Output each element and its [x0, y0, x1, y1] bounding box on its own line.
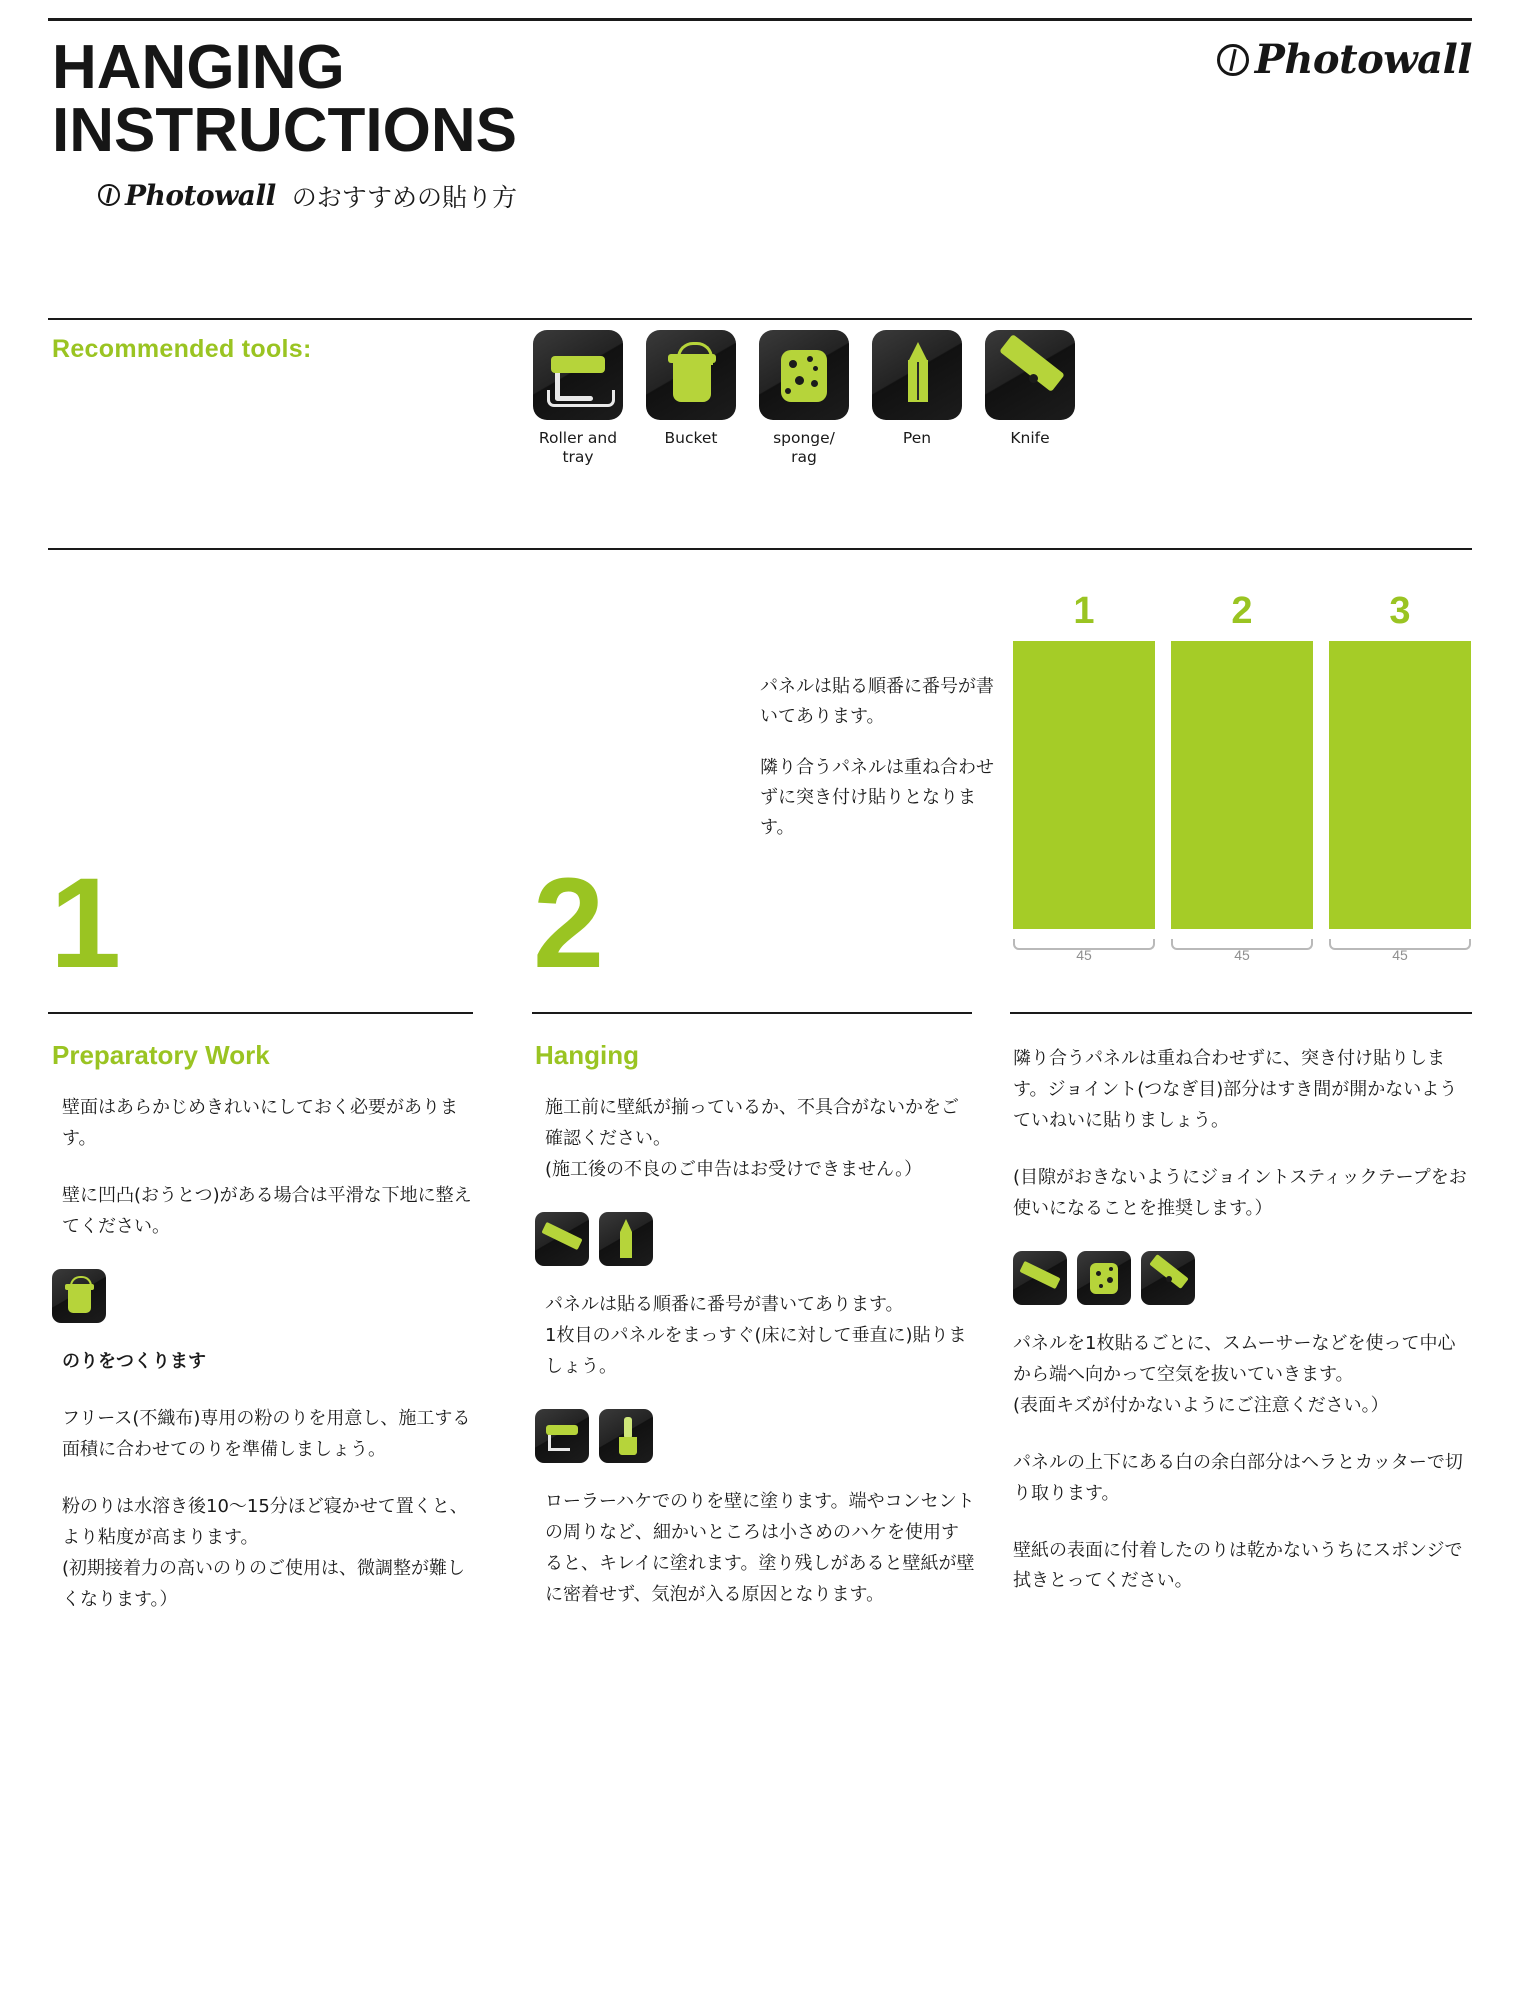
- tool-sponge: [759, 330, 849, 468]
- col3-paragraph-5: パネルの上下にある白の余白部分はヘラとカッターで切り取ります。: [1013, 1451, 1463, 1504]
- paint-brush-icon: [599, 1409, 653, 1463]
- sponge-icon: [1077, 1251, 1131, 1305]
- column-jointing: [1013, 1040, 1473, 1623]
- col2-paragraph-1: 施工前に壁紙が揃っているか、不具合がないかをご確認ください。: [545, 1097, 959, 1149]
- panel-measure: [1171, 933, 1313, 967]
- col2-paragraph-2: (施工後の不良のご申告はお受けできません。）: [545, 1158, 923, 1180]
- paint-roller-and-tray-icon: [533, 330, 623, 420]
- panel-diagram: [1013, 590, 1473, 967]
- tool-bucket: [646, 330, 736, 468]
- wallpaper-panel: [1171, 641, 1313, 929]
- photowall-wordmark-sub: Photowall: [125, 178, 276, 212]
- page-title-line1: HANGING: [52, 33, 345, 102]
- tool-caption: Knife: [1010, 429, 1050, 447]
- col1-paragraph-1: 壁面はあらかじめきれいにしておく必要があります。: [62, 1097, 458, 1149]
- smoother-icon: [535, 1212, 589, 1266]
- panel-row: [1013, 641, 1473, 929]
- pen-icon: [872, 330, 962, 420]
- panel-note-2: 隣り合うパネルは重ね合わせずに突き付け貼りとなります。: [760, 757, 994, 838]
- wallpaper-panel: [1013, 641, 1155, 929]
- col1-icon-row: [52, 1269, 472, 1323]
- column-preparatory-work: [52, 1040, 472, 1641]
- photowall-logo-sub: [98, 179, 276, 212]
- step-number-1: 1: [50, 852, 122, 995]
- col1-paragraph-4: 粉のりは水溶き後10～15分ほど寝かせて置くと、より粘度が高まります。: [62, 1495, 468, 1548]
- tools-bottom-divider: [48, 548, 1472, 550]
- col2-icon-row-1: [535, 1212, 975, 1266]
- panel-measure: [1329, 933, 1471, 967]
- panel-width-label: 45: [1234, 947, 1250, 963]
- panel-width-label: 45: [1076, 947, 1092, 963]
- panel-number: 1: [1073, 590, 1095, 632]
- pen-icon: [599, 1212, 653, 1266]
- recommended-tools-label: Recommended tools:: [52, 335, 312, 363]
- col3-paragraph-6: 壁紙の表面に付着したのりは乾かないうちにスポンジで拭きとってください。: [1013, 1539, 1463, 1592]
- photowall-circle-icon: [1217, 44, 1249, 76]
- smoother-icon: [1013, 1251, 1067, 1305]
- col2-heading: Hanging: [535, 1040, 639, 1070]
- sponge-icon: [759, 330, 849, 420]
- col1-paragraph-5: (初期接着力の高いのりのご使用は、微調整が難しくなります。）: [62, 1557, 466, 1610]
- column-hanging: [535, 1040, 975, 1637]
- knife-icon: [985, 330, 1075, 420]
- panel-measure-row: [1013, 933, 1473, 967]
- col1-paragraph-3: フリース(不織布)専用の粉のりを用意し、施工する面積に合わせてのりを準備しましょう。: [62, 1407, 471, 1460]
- bucket-icon: [52, 1269, 106, 1323]
- tool-pen: [872, 330, 962, 468]
- col2-divider: [532, 1012, 972, 1014]
- col2-icon-row-2: [535, 1409, 975, 1463]
- panel-diagram-notes: [760, 672, 1010, 864]
- panel-width-label: 45: [1392, 947, 1408, 963]
- page-title-line2: INSTRUCTIONS: [52, 96, 517, 166]
- panel-note-1: パネルは貼る順番に番号が書いてあります。: [760, 676, 994, 727]
- photowall-logo-header: [1217, 36, 1472, 83]
- col3-paragraph-3: パネルを1枚貼るごとに、スムーサーなどを使って中心から端へ向かって空気を抜いていきます。: [1013, 1332, 1456, 1385]
- step-number-2: 2: [533, 852, 605, 995]
- photowall-circle-icon: [98, 184, 120, 206]
- col2-paragraph-5: ローラーハケでのりを壁に塗ります。端やコンセントの周りなど、細かいところは小さめのハケを使用すると、キレイに塗れます。塗り残しがあると壁紙が壁に密着せず、気泡が入る原因となります。: [545, 1490, 975, 1605]
- col3-paragraph-2: (目隙がおきないようにジョイントスティックテープをお使いになることを推奨します。）: [1013, 1166, 1467, 1219]
- subtitle-japanese: のおすすめの貼り方: [291, 183, 517, 213]
- col1-divider: [48, 1012, 473, 1014]
- col1-paragraph-2: 壁に凹凸(おうとつ)がある場合は平滑な下地に整えてください。: [62, 1184, 472, 1237]
- panel-number: 2: [1231, 590, 1253, 632]
- photowall-wordmark: Photowall: [1254, 36, 1472, 83]
- tool-caption: sponge/ rag: [773, 429, 835, 467]
- col1-bold-line: のりをつくります: [62, 1350, 206, 1372]
- panel-number: 3: [1389, 590, 1411, 632]
- col3-icon-row: [1013, 1251, 1473, 1305]
- col1-heading: Preparatory Work: [52, 1040, 270, 1070]
- col2-paragraph-3: パネルは貼る順番に番号が書いてあります。: [545, 1293, 904, 1315]
- bucket-icon: [646, 330, 736, 420]
- panel-number-row: [1013, 590, 1473, 633]
- col3-paragraph-4: (表面キズが付かないようにご注意ください。）: [1013, 1394, 1389, 1416]
- tool-caption: Roller and tray: [538, 429, 618, 467]
- col2-paragraph-4: 1枚目のパネルをまっすぐ(床に対して垂直に)貼りましょう。: [545, 1324, 967, 1377]
- panel-measure: [1013, 933, 1155, 967]
- col3-paragraph-1: 隣り合うパネルは重ね合わせずに、突き付け貼りします。ジョイント(つなぎ目)部分はすき間が開かないようていねいに貼りましょう。: [1013, 1048, 1458, 1131]
- subtitle-row: [98, 178, 1472, 214]
- tool-roller-and-tray: [533, 330, 623, 468]
- tool-caption: Bucket: [664, 429, 718, 447]
- paint-roller-icon: [535, 1409, 589, 1463]
- top-divider: [48, 18, 1472, 21]
- tool-caption: Pen: [902, 429, 932, 447]
- wallpaper-panel: [1329, 641, 1471, 929]
- col3-divider: [1010, 1012, 1472, 1014]
- tools-top-divider: [48, 318, 1472, 320]
- knife-icon: [1141, 1251, 1195, 1305]
- tool-knife: [985, 330, 1075, 468]
- recommended-tools-row: [533, 330, 1075, 468]
